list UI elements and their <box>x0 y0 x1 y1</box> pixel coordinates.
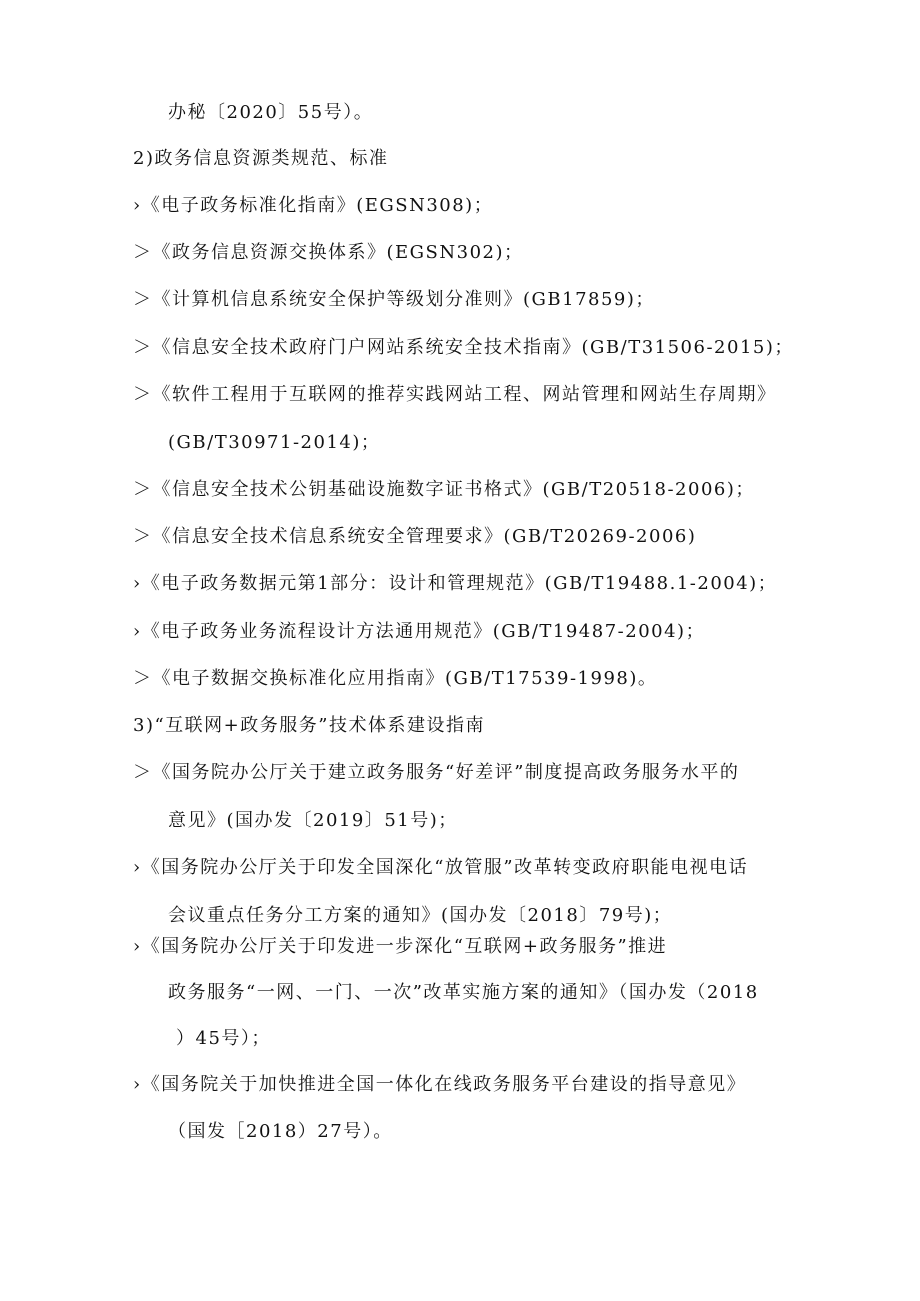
section-heading-2: 2)政务信息资源类规范、标准 <box>133 148 389 169</box>
text-line-continuation: 办秘〔2020〕55号）。 <box>168 102 374 123</box>
list-item: ＞《计算机信息系统安全保护等级划分准则》(GB17859)； <box>133 289 655 310</box>
list-item: ＞《电子数据交换标准化应用指南》(GB/T17539-1998)。 <box>133 668 658 689</box>
list-item: ＞《政务信息资源交换体系》(EGSN302)； <box>133 242 524 263</box>
list-item: ＞《软件工程用于互联网的推荐实践网站工程、网站管理和网站生存周期》 <box>133 384 777 405</box>
list-item-continuation: ）45号）； <box>176 1028 271 1049</box>
list-item: ›《电子政务标准化指南》(EGSN308)； <box>133 195 494 216</box>
list-item-continuation: （国发［2018）27号）。 <box>168 1121 393 1142</box>
list-item: ＞《信息安全技术政府门户网站系统安全技术指南》(GB/T31506-2015)； <box>133 337 794 358</box>
list-item-continuation: (GB/T30971-2014)； <box>168 432 381 453</box>
list-item: ›《电子政务业务流程设计方法通用规范》(GB/T19487-2004)； <box>133 621 706 642</box>
list-item: ›《国务院办公厅关于印发进一步深化“互联网+政务服务”推进 <box>133 936 668 957</box>
list-item: ＞《信息安全技术信息系统安全管理要求》(GB/T20269-2006) <box>133 526 697 547</box>
list-item-continuation: 政务服务“一网、一门、一次”改革实施方案的通知》（国办发（2018 <box>168 982 759 1003</box>
list-item: ＞《信息安全技术公钥基础设施数字证书格式》(GB/T20518-2006)； <box>133 479 755 500</box>
list-item-continuation: 会议重点任务分工方案的通知》(国办发〔2018〕79号)； <box>168 905 673 926</box>
list-item: ›《国务院关于加快推进全国一体化在线政务服务平台建设的指导意见》 <box>133 1074 747 1095</box>
list-item: ＞《国务院办公厅关于建立政务服务“好差评”制度提高政务服务水平的 <box>133 762 740 783</box>
list-item-continuation: 意见》(国办发〔2019〕51号)； <box>168 810 458 831</box>
section-heading-3: 3)“互联网+政务服务”技术体系建设指南 <box>133 715 485 736</box>
list-item: ›《电子政务数据元第1部分：设计和管理规范》(GB/T19488.1-2004)； <box>133 573 778 594</box>
list-item: ›《国务院办公厅关于印发全国深化“放管服”改革转变政府职能电视电话 <box>133 857 749 878</box>
